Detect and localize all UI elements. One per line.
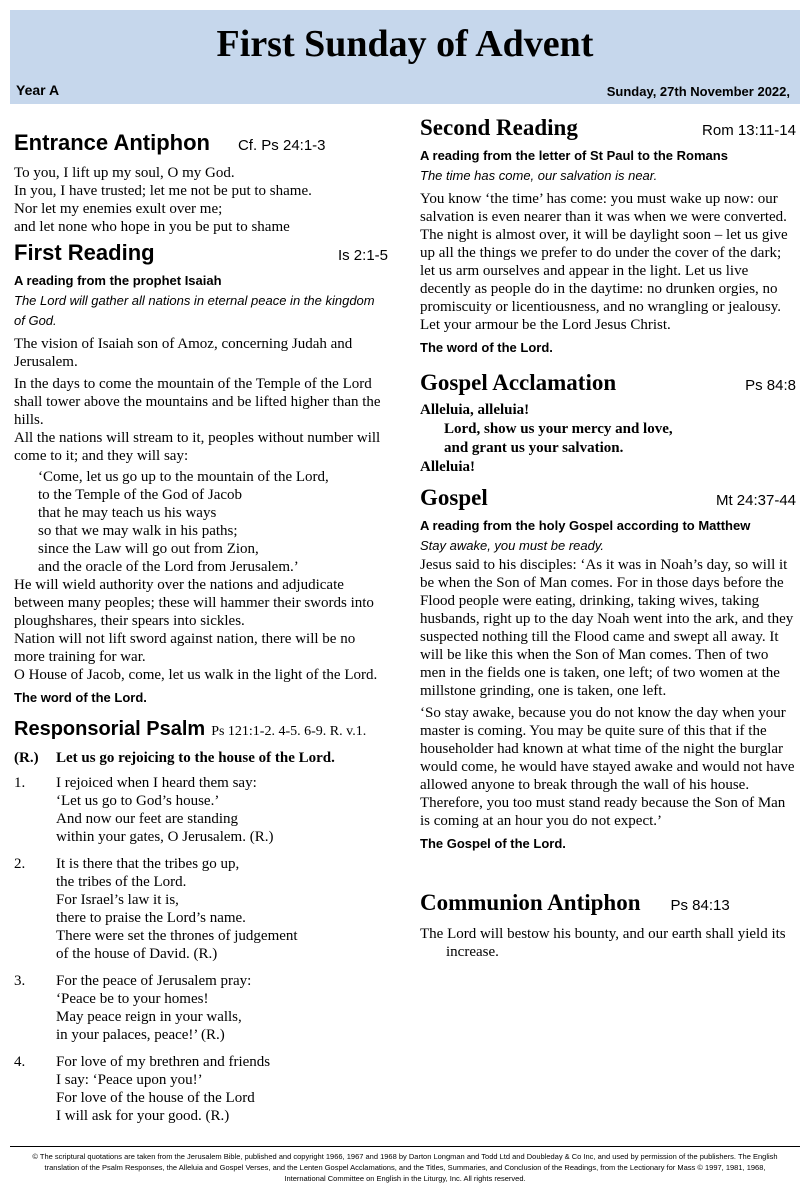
psalm-verse-line: There were set the thrones of judgement [56,928,298,944]
acclamation-verse-line: and grant us your salvation. [444,440,624,456]
psalm-verse-line: in your palaces, peace!’ (R.) [56,1027,225,1043]
responsorial-psalm-section [14,714,388,1125]
first-reading-quote-line: since the Law will go out from Zion, [38,541,259,557]
psalm-verse-line: I will ask for your good. (R.) [56,1108,230,1124]
first-reading-quote-line: so that we may walk in his paths; [38,523,238,539]
psalm-verse-line: I say: ‘Peace upon you!’ [56,1072,203,1088]
footer-divider [10,1146,800,1147]
first-reading-paragraph: All the nations will stream to it, peoples without number will come to it; and they will say: [14,430,381,464]
psalm-verse-line: It is there that the tribes go up, [56,856,240,872]
psalm-verse-line: the tribes of the Lord. [56,874,187,890]
psalm-verse [14,1053,388,1125]
psalm-ref: Ps 121:1-2. 4-5. 6-9. R. v.1. [211,724,367,739]
first-reading-ref: Is 2:1-5 [337,247,388,264]
communion-ref: Ps 84:13 [670,897,730,914]
entrance-line: To you, I lift up my soul, O my God. [14,165,235,181]
acclamation-ref: Ps 84:8 [745,377,796,394]
communion-heading: Communion Antiphon [420,890,641,915]
second-reading-intro: A reading from the letter of St Paul to the Romans [420,148,728,163]
entrance-line: and let none who hope in you be put to shame [14,219,290,235]
acclamation-alleluia-close: Alleluia! [420,459,475,475]
first-reading-paragraph: In the days to come the mountain of the Temple of the Lord shall tower above the mountains and be lifted higher than the hills. [14,376,381,428]
entrance-antiphon-section [14,128,388,236]
psalm-verse [14,774,388,846]
service-date: Sunday, 27th November 2022, [606,84,790,99]
psalm-verse-number: 1. [14,775,26,791]
page-title: First Sunday of Advent [216,23,594,65]
gospel-section [420,483,796,854]
first-reading-heading: First Reading [14,240,155,265]
psalm-verse-line: ‘Peace be to your homes! [56,991,209,1007]
entrance-line: Nor let my enemies exult over me; [14,201,223,217]
first-reading-paragraph: O House of Jacob, come, let us walk in the light of the Lord. [14,667,378,683]
first-reading-quote-line: and the oracle of the Lord from Jerusalem.’ [38,559,299,575]
psalm-verse-line: within your gates, O Jerusalem. (R.) [56,829,274,845]
entrance-line: In you, I have trusted; let me not be put to shame. [14,183,312,199]
first-reading-section [14,238,388,708]
psalm-verse-line: ‘Let us go to God’s house.’ [56,793,220,809]
psalm-heading: Responsorial Psalm [14,718,206,740]
gospel-ref: Mt 24:37-44 [715,492,796,509]
psalm-response [14,747,388,769]
acclamation-verse-line: Lord, show us your mercy and love, [444,421,673,437]
header-banner [10,10,800,104]
psalm-verse-number: 4. [14,1054,26,1070]
psalm-response-label: (R.) [14,750,39,766]
entrance-antiphon-heading: Entrance Antiphon [14,130,210,155]
first-reading-summary: The Lord will gather all nations in eternal peace in the kingdom of God. [14,293,375,328]
psalm-verse [14,972,388,1044]
gospel-heading: Gospel [420,485,488,510]
psalm-verse-line: of the house of David. (R.) [56,946,218,962]
gospel-summary: Stay awake, you must be ready. [420,538,605,553]
psalm-verse-line: there to praise the Lord’s name. [56,910,246,926]
second-reading-ref: Rom 13:11-14 [702,122,796,139]
second-reading-body: You know ‘the time’ has come: you must wake up now: our salvation is even nearer than it was when we were converted. The night is almost over, it will be daylight soon – let us give up all the things we prefer to do under the cover of the dark; let us arm ourselves and appear in the light. Let us live decently as people do in the daytime: no drunken orgies, no promiscuity or licentiousness, and no wrangling or jealousy. Let your armour be the Lord Jesus Christ. [420,191,788,333]
second-reading-heading: Second Reading [420,115,578,140]
left-column [14,128,388,1125]
acclamation-alleluia-open: Alleluia, alleluia! [420,402,530,418]
communion-text: The Lord will bestow his bounty, and our earth shall yield its increase. [420,926,786,960]
first-reading-quote-line: that he may teach us his ways [38,505,217,521]
first-reading-quote-line: to the Temple of the God of Jacob [38,487,243,503]
first-reading-conclusion: The word of the Lord. [14,690,147,705]
liturgical-year: Year A [16,82,60,98]
first-reading-paragraph: He will wield authority over the nations and adjudicate between many peoples; these will hammer their swords into ploughshares, their spears into sickles. [14,577,374,629]
psalm-verse-line: And now our feet are standing [56,811,239,827]
psalm-verse [14,855,388,963]
psalm-verse-line: For love of the house of the Lord [56,1090,255,1106]
gospel-paragraph: ‘So stay awake, because you do not know the day when your master is coming. You may be quite sure of this that if the householder had known at what time of the night the burglar would come, he would have stayed awake and would not have allowed anyone to break through the wall of his house. Therefore, you too must stand ready because the Son of Man is coming at an hour you do not expect.’ [420,705,795,829]
psalm-verse-number: 3. [14,973,26,989]
psalm-verse-number: 2. [14,856,26,872]
gospel-paragraph: Jesus said to his disciples: ‘As it was in Noah’s day, so will it be when the Son of Man comes. For in those days before the Flood people were eating, drinking, taking wives, taking husbands, right up to the day Noah went into the ark, and they suspected nothing till the Flood came and swept all away. It will be like this when the Son of Man comes. Then of two men in the fields one is taken, one left; of two women at the millstone grinding, one is taken, one left. [420,557,794,699]
first-reading-paragraph: The vision of Isaiah son of Amoz, concerning Judah and Jerusalem. [14,336,353,370]
acclamation-heading: Gospel Acclamation [420,370,617,395]
gospel-conclusion: The Gospel of the Lord. [420,836,566,851]
second-reading-summary: The time has come, our salvation is near. [420,168,658,183]
gospel-intro: A reading from the holy Gospel according to Matthew [420,518,751,533]
gospel-acclamation-section [420,368,796,477]
right-column [420,113,796,961]
first-reading-paragraph: Nation will not lift sword against nation, there will be no more training for war. [14,631,356,665]
second-reading-section [420,113,796,358]
psalm-response-text: Let us go rejoicing to the house of the Lord. [56,750,335,766]
psalm-verse-line: For love of my brethren and friends [56,1054,271,1070]
second-reading-conclusion: The word of the Lord. [420,340,553,355]
copyright-footer: © The scriptural quotations are taken from the Jerusalem Bible, published and copyright 1966, 1967 and 1968 by Darton Longman and Todd Ltd and Doubleday & Co Inc, and used by permission of the publishers. The English translation of the Psalm Responses, the Alleluia and Gospel Verses, and the Lenten Gospel Acclamations, and the Titles, Summaries, and Conclusion of the Readings, from the Lectionary for Mass © 1997, 1981, 1968, International Committee on English in the Liturgy, Inc. All rights reserved. [32,1152,778,1183]
psalm-verse-line: May peace reign in your walls, [56,1009,242,1025]
first-reading-quote-line: ‘Come, let us go up to the mountain of the Lord, [38,469,329,485]
psalm-verse-line: For the peace of Jerusalem pray: [56,973,252,989]
first-reading-intro: A reading from the prophet Isaiah [14,273,222,288]
communion-antiphon-section [420,888,796,961]
psalm-verse-line: I rejoiced when I heard them say: [56,775,257,791]
psalm-verse-line: For Israel’s law it is, [56,892,179,908]
entrance-antiphon-ref: Cf. Ps 24:1-3 [237,137,326,154]
